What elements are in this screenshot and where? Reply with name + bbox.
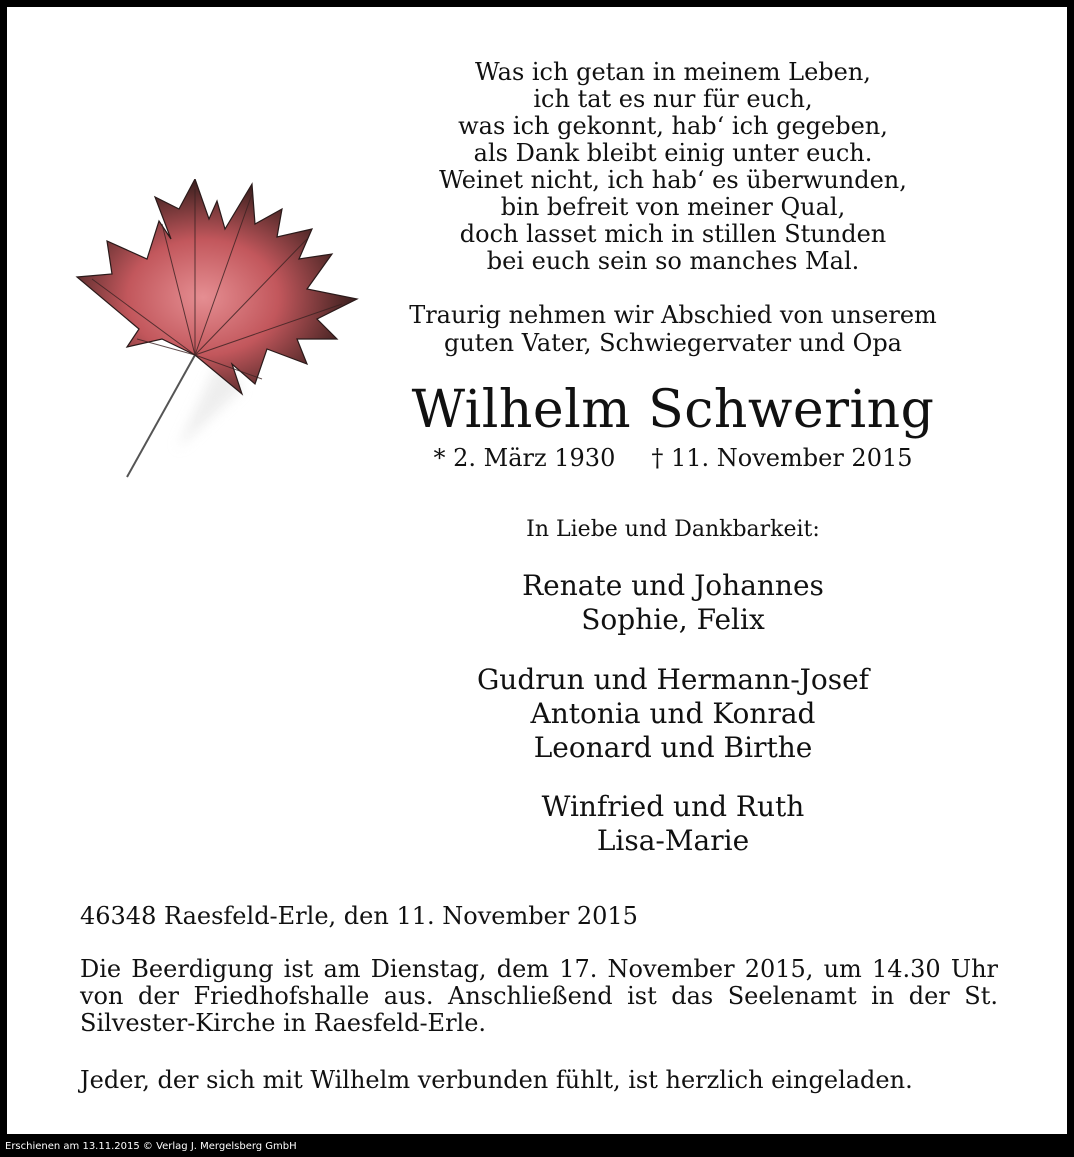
funeral-info — [80, 956, 998, 1037]
poem-line: ich tat es nur für euch, — [533, 85, 813, 113]
publication-footer: Erschienen am 13.11.2015 © Verlag J. Mergelsberg GmbH — [5, 1141, 297, 1152]
death-date: † 11. November 2015 — [651, 444, 913, 472]
poem-line: Was ich getan in meinem Leben, — [475, 58, 871, 86]
family-group — [367, 790, 979, 858]
poem-line: bei euch sein so manches Mal. — [486, 247, 860, 275]
thanks-line: In Liebe und Dankbarkeit: — [526, 517, 820, 542]
farewell-intro — [367, 301, 979, 357]
family-line: Lisa-Marie — [596, 824, 750, 857]
funeral-line: Die Beerdigung ist am Dienstag, dem 17. November 2015, um 14.30 Uhr — [80, 955, 998, 983]
family-group — [367, 569, 979, 637]
funeral-line: Silvester-Kirche in Raesfeld-Erle. — [80, 1009, 487, 1037]
poem-line: doch lasset mich in stillen Stunden — [459, 220, 887, 248]
family-line: Leonard und Birthe — [533, 731, 813, 764]
poem-line: Weinet nicht, ich hab‘ es überwunden, — [439, 166, 907, 194]
invitation: Jeder, der sich mit Wilhelm verbunden fühlt, ist herzlich eingeladen. — [80, 1066, 913, 1094]
family-line: Antonia und Konrad — [530, 697, 816, 730]
obituary-notice — [7, 7, 1067, 1134]
funeral-line: von der Friedhofshalle aus. Anschließend ist das Seelenamt in der St. — [80, 982, 998, 1010]
family-line: Winfried und Ruth — [541, 790, 805, 823]
family-line: Gudrun und Hermann-Josef — [476, 663, 870, 696]
birth-date: * 2. März 1930 — [433, 444, 616, 472]
poem — [367, 59, 979, 275]
family-line: Sophie, Felix — [581, 603, 765, 636]
family-line: Renate und Johannes — [522, 569, 824, 602]
maple-leaf-icon — [67, 179, 367, 479]
poem-line: bin befreit von meiner Qual, — [500, 193, 846, 221]
deceased-name: Wilhelm Schwering — [411, 380, 935, 440]
intro-line: Traurig nehmen wir Abschied von unserem — [409, 301, 937, 329]
life-dates — [367, 443, 979, 473]
poem-line: als Dank bleibt einig unter euch. — [473, 139, 873, 167]
family-group — [367, 663, 979, 765]
place-and-date: 46348 Raesfeld-Erle, den 11. November 2015 — [80, 902, 638, 930]
intro-line: guten Vater, Schwiegervater und Opa — [443, 329, 902, 357]
poem-line: was ich gekonnt, hab‘ ich gegeben, — [458, 112, 888, 140]
